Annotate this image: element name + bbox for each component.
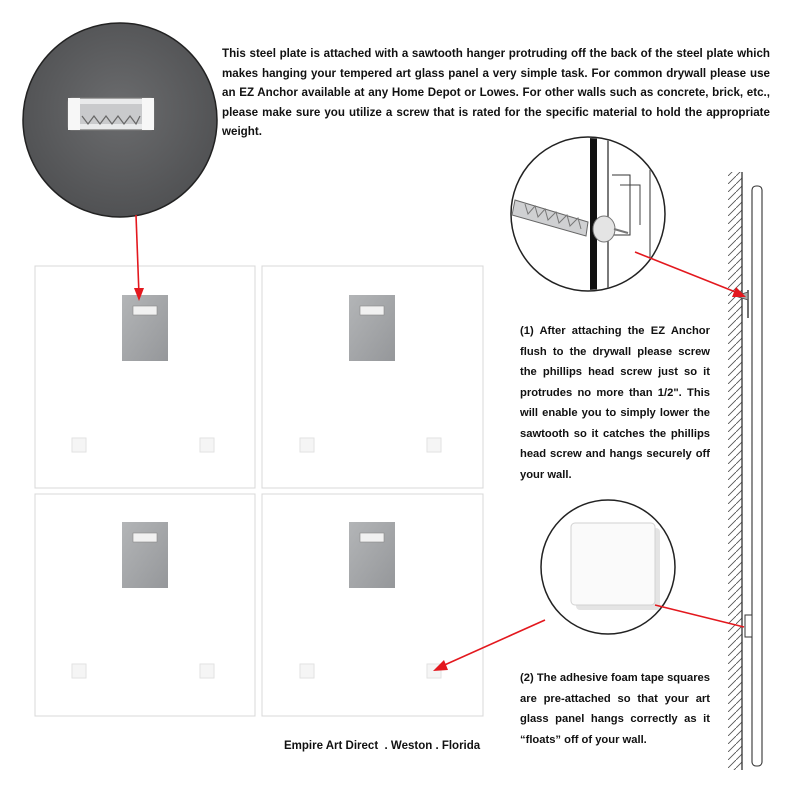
sawtooth-hanger	[360, 306, 384, 315]
sawtooth-hanger-closeup	[23, 23, 217, 217]
foam-square	[427, 438, 441, 452]
glass-panel-side	[752, 186, 762, 766]
arrow-anchor	[635, 252, 738, 293]
foam-square	[200, 664, 214, 678]
steel-plate	[349, 522, 395, 588]
foam-square-closeup	[541, 500, 675, 634]
wall-side-view	[728, 172, 762, 770]
foam-square	[300, 664, 314, 678]
steel-plate	[349, 295, 395, 361]
steel-plate	[122, 522, 168, 588]
company-footer: Empire Art Direct . Weston . Florida	[284, 740, 481, 752]
foam-square-side	[745, 615, 752, 637]
foam-square	[200, 438, 214, 452]
sawtooth-hanger	[133, 306, 157, 315]
step-2-instructions: (2) The adhesive foam tape squares are pre-attached so that your art glass panel hangs correctly as it “floats” off of your wall.	[520, 672, 710, 746]
panel-back-top-right	[262, 266, 483, 488]
intro-description: This steel plate is attached with a sawtooth hanger protruding off the back of the steel plate which makes hanging your tempered art glass panel a very simple task. For common drywall please use an EZ Anchor available at any Home Depot or Lowes. For other walls such as concrete, brick, etc., please make sure you utilize a screw that is rated for the specific material to hold the appropriate weight.	[222, 47, 770, 138]
panel-back-top-left	[35, 266, 255, 488]
foam-square	[72, 664, 86, 678]
panel-back-bottom-left	[35, 494, 255, 716]
foam-square	[300, 438, 314, 452]
ez-anchor-closeup	[511, 130, 665, 300]
panel-back-bottom-right	[262, 494, 483, 716]
sawtooth-hanger	[360, 533, 384, 542]
sawtooth-hanger	[133, 533, 157, 542]
foam-square	[72, 438, 86, 452]
step-1-instructions: (1) After attaching the EZ Anchor flush to the drywall please screw the phillips head screw just so it protrudes no more than 1/2". This will enable you to simply lower the sawtooth so it catches the phillips head screw and hangs securely off your wall.	[520, 325, 710, 481]
steel-plate	[122, 295, 168, 361]
